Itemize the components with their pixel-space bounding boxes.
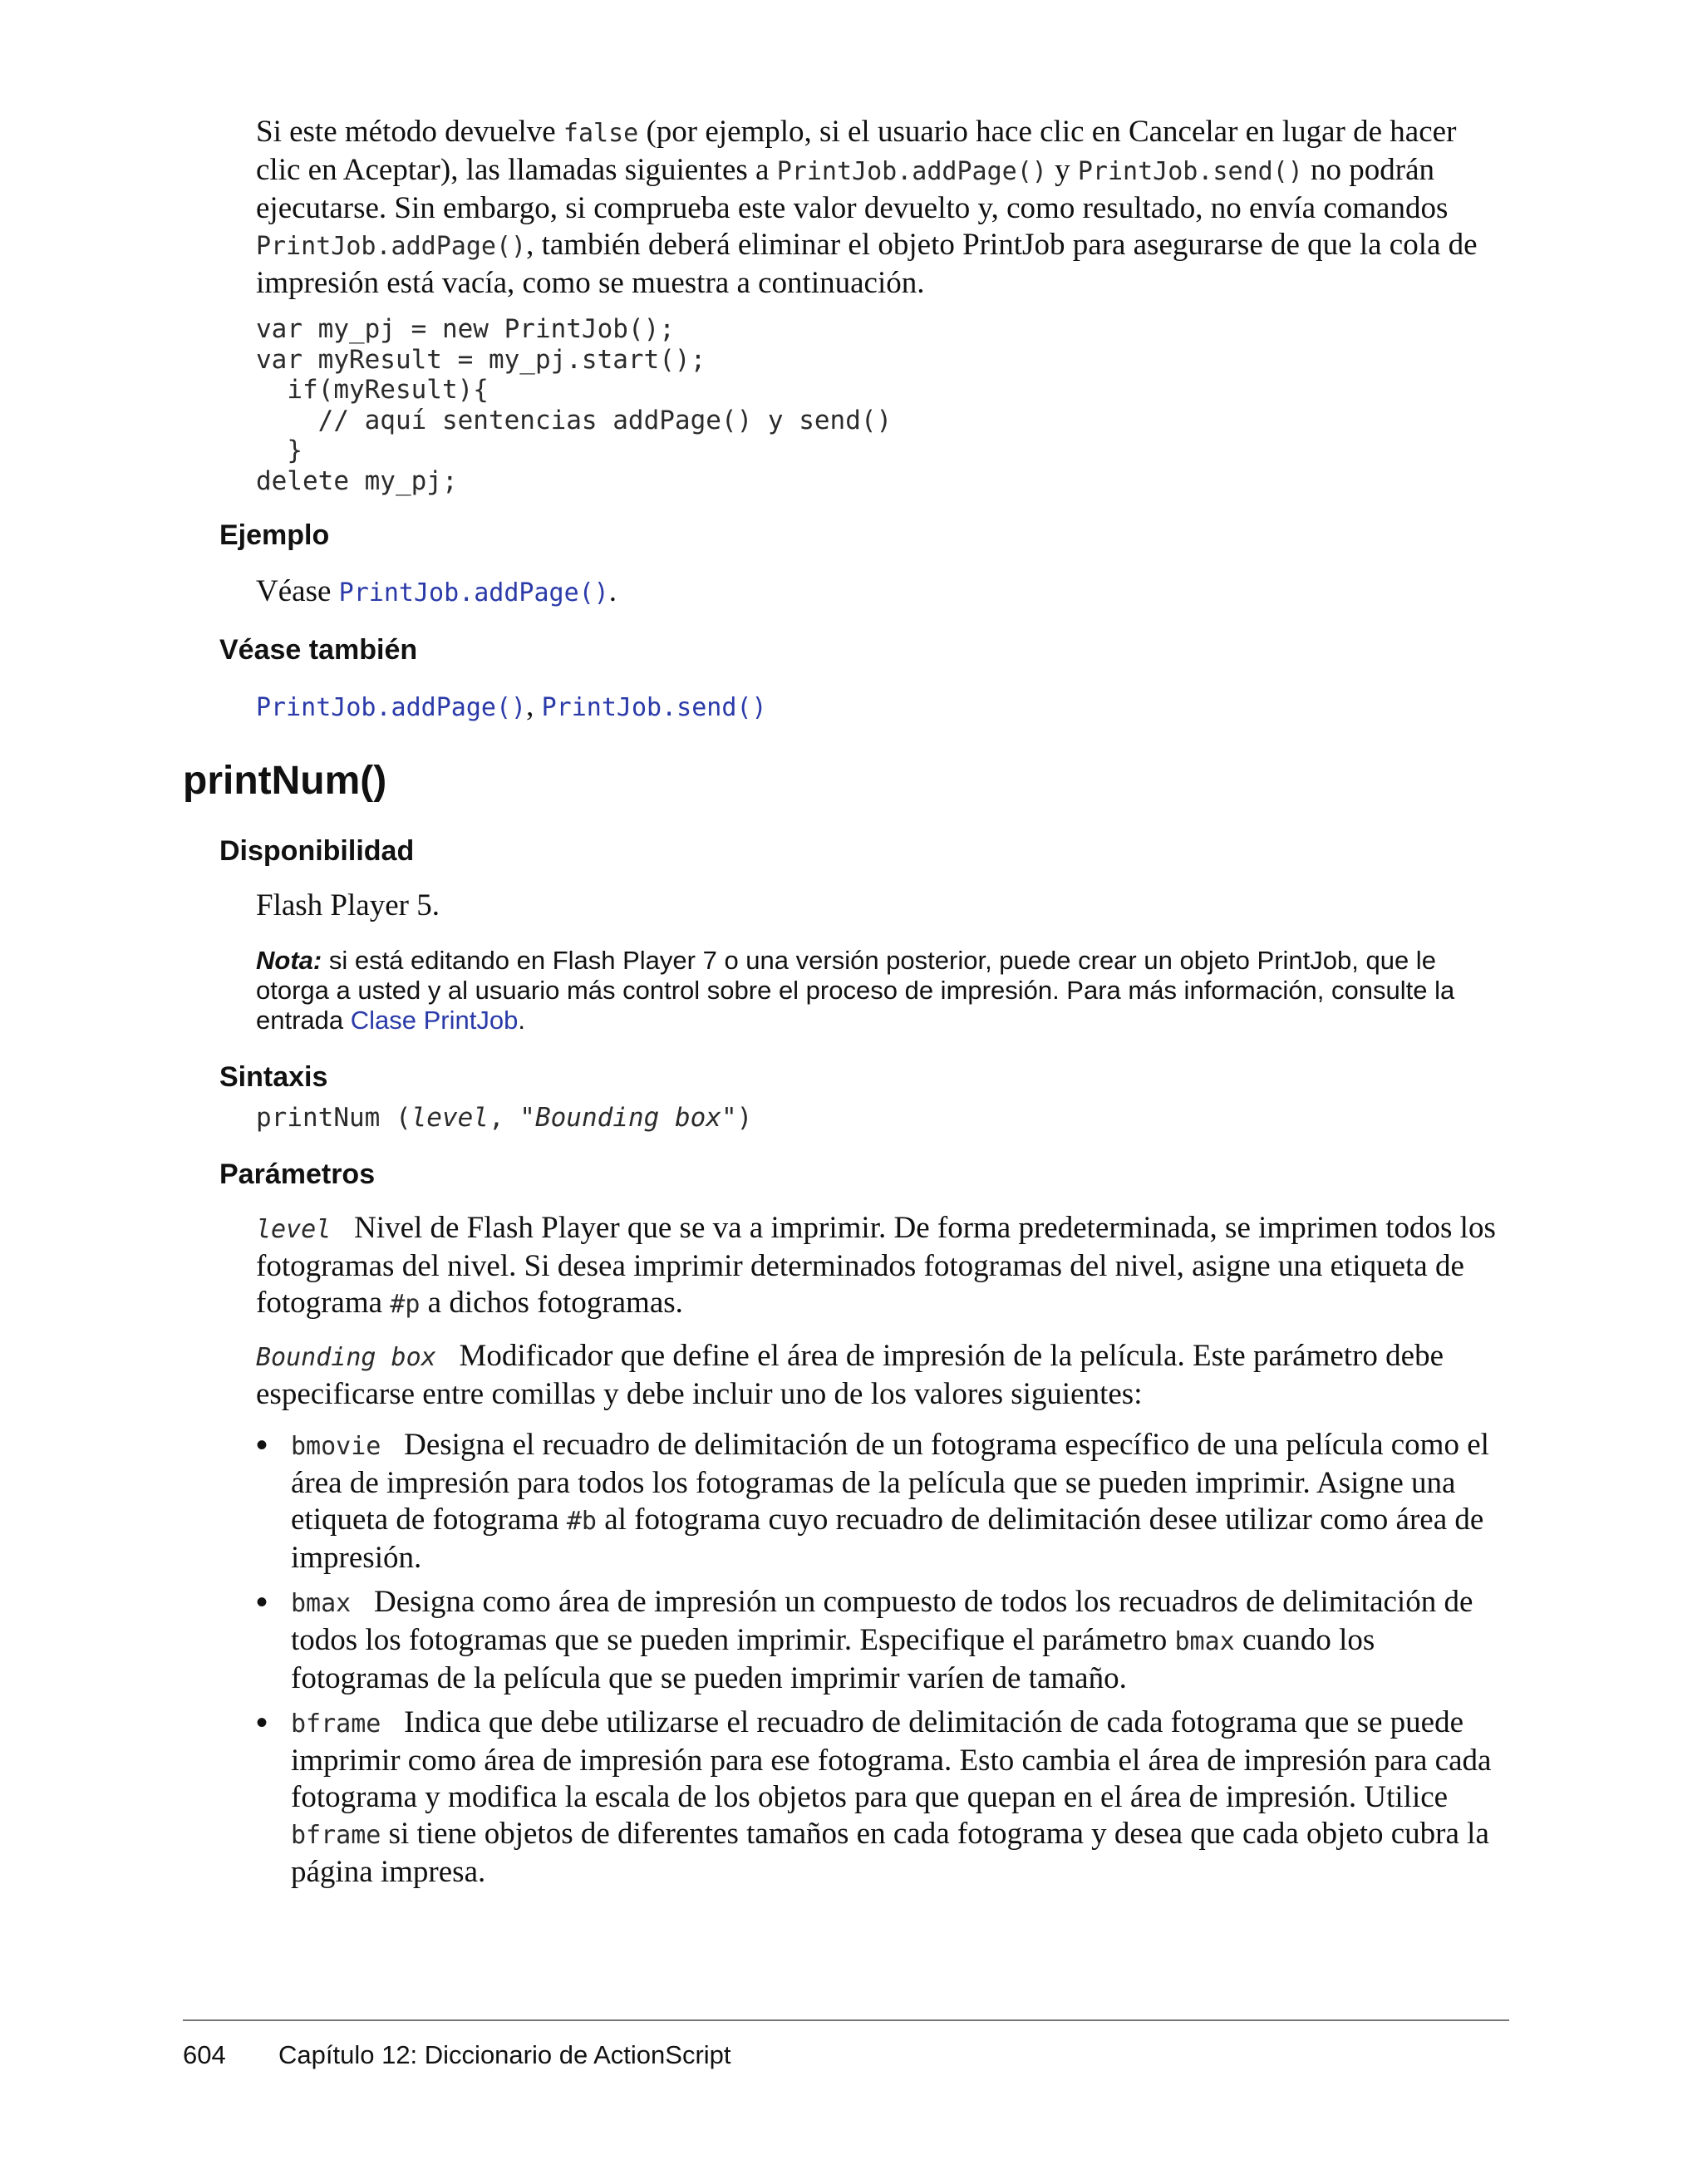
heading-parametros: Parámetros bbox=[219, 1158, 376, 1190]
intro-text-3: y bbox=[1046, 153, 1078, 187]
param-level-paragraph bbox=[256, 1210, 1503, 1323]
bullet-icon: • bbox=[256, 1427, 268, 1463]
syntax-end: ") bbox=[721, 1103, 753, 1133]
bullet-inline-code: #b bbox=[566, 1507, 597, 1536]
param-bbox-paragraph bbox=[256, 1338, 1503, 1413]
heading-disponibilidad: Disponibilidad bbox=[219, 835, 415, 867]
list-item-text bbox=[291, 1704, 1503, 1891]
note-paragraph bbox=[256, 946, 1503, 1035]
ejemplo-paragraph bbox=[256, 573, 1503, 612]
syntax-line bbox=[256, 1101, 752, 1134]
bullet-text-2: al fotograma cuyo recuadro de delimitación desee utilizar como área de impresión. bbox=[291, 1503, 1484, 1575]
syntax-arg-level: level bbox=[411, 1103, 489, 1133]
ejemplo-prefix: Véase bbox=[256, 574, 339, 608]
param-level-text-1: Nivel de Flash Player que se va a imprimir. De forma predeterminada, se imprimen todos los fotogramas del nivel. Si desea imprimir determinados fotogramas del nivel, asigne una etiqueta de fotograma bbox=[256, 1211, 1496, 1320]
syntax-arg-bounding-box: Bounding box bbox=[534, 1103, 721, 1133]
bullet-inline-code: bframe bbox=[291, 1821, 381, 1850]
bullet-code: bmovie bbox=[291, 1432, 381, 1461]
note-text: si está editando en Flash Player 7 o una versión posterior, puede crear un objeto PrintJob, que le otorga a usted y al usuario más control sobre el proceso de impresión. Para más información, consulte la entrada bbox=[256, 946, 1455, 1035]
intro-code-send: PrintJob.send() bbox=[1077, 157, 1303, 186]
vease-link-send[interactable]: PrintJob.send() bbox=[541, 693, 767, 722]
bullet-text-1: Designa el recuadro de delimitación de un fotograma específico de una película como el área de impresión para todos los fotogramas de la película que se pueden imprimir. Asigne una etiqueta de fotograma bbox=[291, 1428, 1489, 1537]
param-level-name: level bbox=[256, 1215, 332, 1244]
syntax-fn: printNum ( bbox=[256, 1103, 411, 1133]
intro-paragraph bbox=[256, 114, 1503, 302]
bullet-text-1: Designa como área de impresión un compuesto de todos los recuadros de delimitación de todos los fotogramas que se pueden imprimir. Especifique el parámetro bbox=[291, 1585, 1473, 1657]
section-title-printnum: printNum() bbox=[183, 759, 387, 803]
vease-link-addpage[interactable]: PrintJob.addPage() bbox=[256, 693, 527, 722]
param-level-code: #p bbox=[390, 1290, 421, 1319]
heading-sintaxis: Sintaxis bbox=[219, 1061, 328, 1093]
list-item-text bbox=[291, 1584, 1503, 1697]
vease-paragraph bbox=[256, 688, 1503, 726]
note-label: Nota: bbox=[256, 946, 322, 975]
intro-text-2: (por ejemplo, si el usuario hace clic en Cancelar en lugar de hacer clic en Aceptar), las llamadas siguientes a bbox=[256, 115, 1457, 187]
param-level-text-2: a dichos fotogramas. bbox=[420, 1286, 683, 1320]
syntax-mid: , " bbox=[488, 1103, 535, 1133]
vease-separator: , bbox=[526, 689, 542, 723]
intro-text-1: Si este método devuelve bbox=[256, 115, 563, 149]
bullet-code: bmax bbox=[291, 1589, 352, 1618]
bullet-code: bframe bbox=[291, 1709, 381, 1739]
ejemplo-suffix: . bbox=[608, 574, 617, 608]
bullet-text-1: Indica que debe utilizarse el recuadro de delimitación de cada fotograma que se puede imprimir como área de impresión para ese fotograma. Esto cambia el área de impresión para cada fotograma y modifica la escala de los objetos para que quepan en el área de impresión. Utilice bbox=[291, 1705, 1492, 1814]
note-end: . bbox=[518, 1006, 525, 1035]
page-footer bbox=[183, 2040, 731, 2070]
heading-ejemplo: Ejemplo bbox=[219, 519, 330, 551]
code-block: var my_pj = new PrintJob(); var myResult = my_pj.start(); if(myResult){ // aquí sentencias addPage() y send() } delete my_pj; bbox=[256, 314, 893, 496]
heading-vease-tambien: Véase también bbox=[219, 634, 418, 666]
bullet-text-2: si tiene objetos de diferentes tamaños en cada fotograma y desea que cada objeto cubra la página impresa. bbox=[291, 1817, 1489, 1889]
intro-text-4: no podrán ejecutarse. Sin embargo, si comprueba este valor devuelto y, como resultado, no envía comandos bbox=[256, 153, 1449, 225]
intro-code-addpage: PrintJob.addPage() bbox=[776, 157, 1047, 186]
intro-text-5: , también deberá eliminar el objeto PrintJob para asegurarse de que la cola de impresión está vacía, como se muestra a continuación. bbox=[256, 228, 1478, 300]
bullet-icon: • bbox=[256, 1704, 268, 1741]
bullet-text-2: cuando los fotogramas de la película que se pueden imprimir varíen de tamaño. bbox=[291, 1623, 1375, 1695]
disponibilidad-text: Flash Player 5. bbox=[256, 888, 440, 922]
list-item-text bbox=[291, 1427, 1503, 1577]
intro-code-false: false bbox=[563, 119, 639, 148]
chapter-title: Capítulo 12: Diccionario de ActionScript bbox=[278, 2040, 731, 2069]
ejemplo-link-addpage[interactable]: PrintJob.addPage() bbox=[338, 578, 609, 607]
page-number: 604 bbox=[183, 2040, 226, 2069]
footer-divider bbox=[183, 2019, 1509, 2021]
param-bbox-text: Modificador que define el área de impresión de la película. Este parámetro debe especificarse entre comillas y debe incluir uno de los valores siguientes: bbox=[256, 1339, 1444, 1411]
bullet-icon: • bbox=[256, 1584, 268, 1621]
intro-code-addpage-2: PrintJob.addPage() bbox=[256, 232, 527, 261]
param-bbox-name: Bounding box bbox=[256, 1343, 436, 1372]
bullet-inline-code: bmax bbox=[1174, 1627, 1235, 1656]
note-link-clase-printjob[interactable]: Clase PrintJob bbox=[350, 1006, 519, 1035]
